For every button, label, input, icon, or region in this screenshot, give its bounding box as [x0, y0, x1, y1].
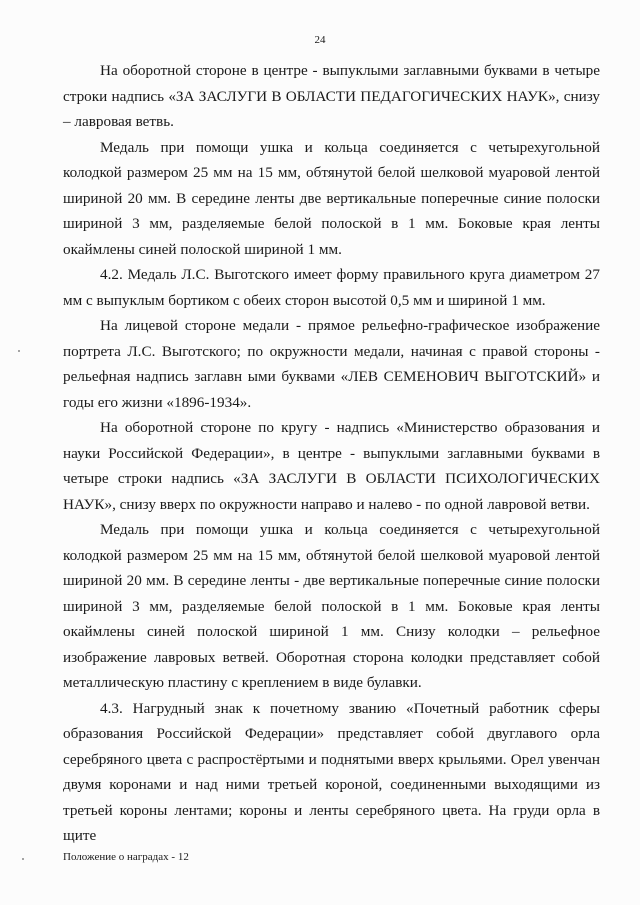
- paragraph: На лицевой стороне медали - прямое рельефно-графическое изображение портрета Л.С. Выготского; по окружности медали, начиная с правой стороны - рельефная надпись заглавн ыми буквами «ЛЕВ СЕМЕНОВИЧ ВЫГОТСКИЙ» и годы его жизни «1896-1934».: [63, 317, 600, 411]
- page-number: 24: [314, 34, 326, 46]
- paragraph: 4.2. Медаль Л.С. Выготского имеет форму правильного круга диаметром 27 мм с выпуклым бортиком с обеих сторон высотой 0,5 мм и шириной 1 мм.: [63, 266, 600, 309]
- scan-speck: [22, 858, 24, 860]
- paragraph: Медаль при помощи ушка и кольца соединяется с четырехугольной колодкой размером 25 мм на 15 мм, обтянутой белой шелковой муаровой лентой шириной 20 мм. В середине ленты - две вертикальные поперечные синие полоски шириной 3 мм, разделяемые белой полоской в 1 мм. Боковые края ленты окаймлены синей полоской шириной 1 мм. Снизу колодки – рельефное изображение лавровых ветвей. Оборотная сторона колодки представляет собой металлическую пластину с креплением в виде булавки.: [63, 521, 600, 691]
- paragraph: На оборотной стороне по кругу - надпись «Министерство образования и науки Российской Федерации», в центре - выпуклыми заглавными буквами в четыре строки надпись «ЗА ЗАСЛУГИ В ОБЛАСТИ ПСИХОЛОГИЧЕСКИХ НАУК», снизу вверх по окружности направо и налево - по одной лавровой ветви.: [63, 419, 600, 513]
- footer-note: Положение о наградах - 12: [63, 851, 189, 863]
- paragraph: 4.3. Нагрудный знак к почетному званию «Почетный работник сферы образования Российской Федерации» представляет собой двуглавого орла серебряного цвета с распростёртыми и поднятыми вверх крыльями. Орел увенчан двумя коронами и над ними третьей короной, соединенными выходящими из третьей короны лентами; короны и ленты серебряного цвета. На груди орла в щите: [63, 699, 600, 844]
- paragraph: Медаль при помощи ушка и кольца соединяется с четырехугольной колодкой размером 25 мм на 15 мм, обтянутой белой шелковой муаровой лентой шириной 20 мм. В середине ленты две вертикальные поперечные синие полоски шириной 3 мм, разделяемые белой полоской в 1 мм. Боковые края ленты окаймлены синей полоской шириной 1 мм.: [63, 138, 600, 258]
- paragraph: На оборотной стороне в центре - выпуклыми заглавными буквами в четыре строки надпись «ЗА ЗАСЛУГИ В ОБЛАСТИ ПЕДАГОГИЧЕСКИХ НАУК», снизу – лавровая ветвь.: [63, 62, 600, 130]
- scan-speck: [18, 350, 20, 352]
- document-body: [63, 58, 600, 849]
